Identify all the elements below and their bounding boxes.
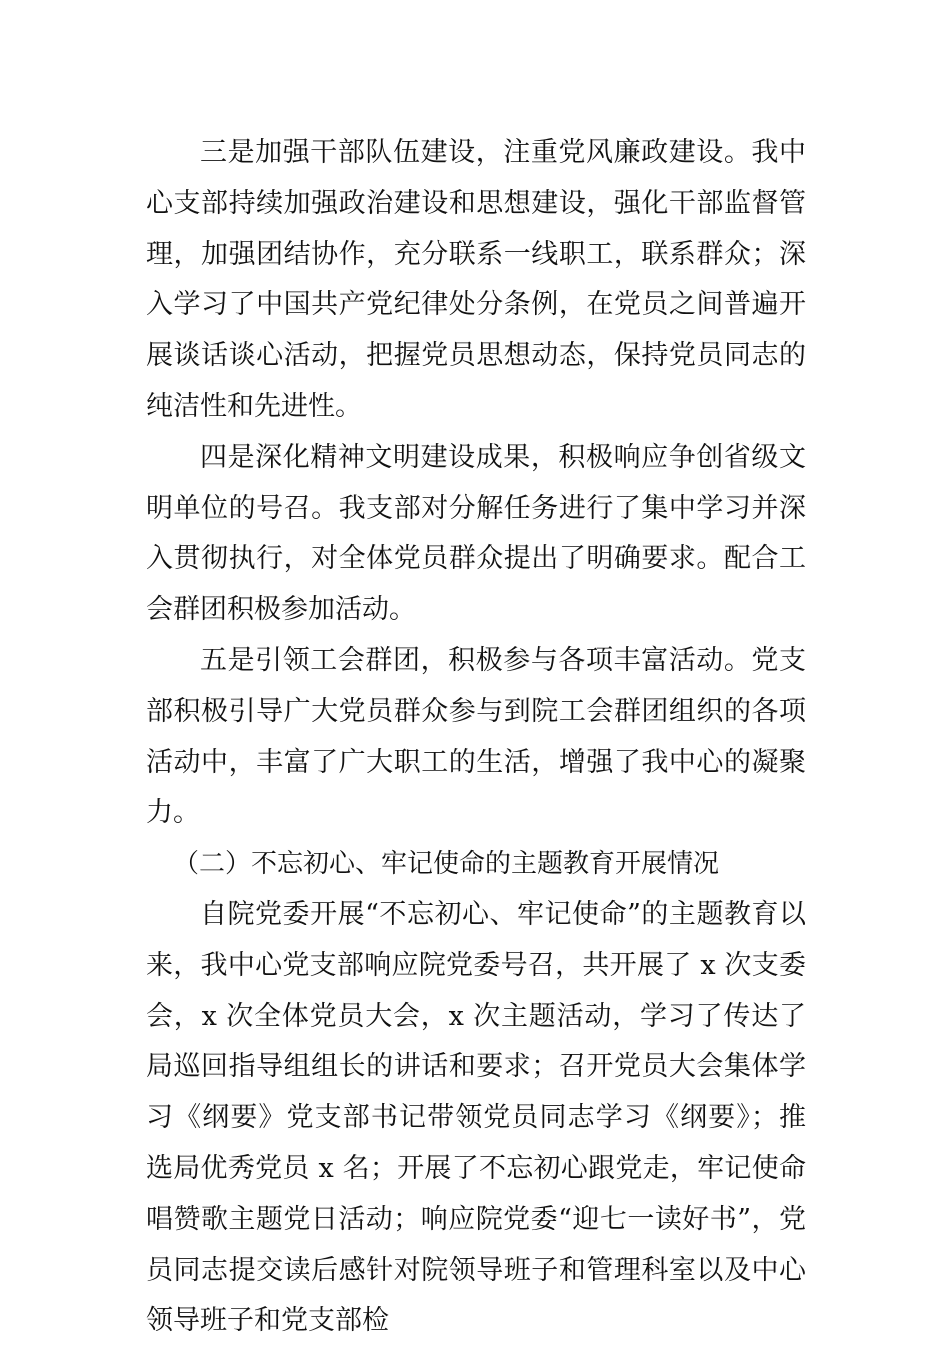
document-body xyxy=(146,128,806,1347)
paragraph-union-activities: 五是引领工会群团，积极参与各项丰富活动。党支部积极引导广大党员群众参与到院工会群团组织的各项活动中，丰富了广大职工的生活，增强了我中心的凝聚力。 xyxy=(146,644,806,829)
section-heading-theme-education: （二）不忘初心、牢记使命的主题教育开展情况 xyxy=(173,849,720,880)
paragraph-cadre-team-building: 三是加强干部队伍建设，注重党风廉政建设。我中心支部持续加强政治建设和思想建设，强化干部监督管理，加强团结协作，充分联系一线职工，联系群众；深入学习了中国共产党纪律处分条例，在党员之间普遍开展谈话谈心活动，把握党员思想动态，保持党员同志的纯洁性和先进性。 xyxy=(146,137,806,422)
paragraph-spiritual-civilization: 四是深化精神文明建设成果，积极响应争创省级文明单位的号召。我支部对分解任务进行了集中学习并深入贯彻执行，对全体党员群众提出了明确要求。配合工会群团积极参加活动。 xyxy=(146,441,806,626)
paragraph-theme-education-details: 自院党委开展“不忘初心、牢记使命”的主题教育以来，我中心党支部响应院党委号召，共开展了 x 次支委会，x 次全体党员大会，x 次主题活动，学习了传达了局巡回指导组组长的讲话和要求；召开党员大会集体学习《纲要》党支部书记带领党员同志学习《纲要》；推选局优秀党员 x 名；开展了不忘初心跟党走，牢记使命唱赞歌主题党日活动；响应院党委“迎七一读好书”，党员同志提交读后感针对院领导班子和管理科室以及中心领导班子和党支部检 xyxy=(146,898,806,1337)
